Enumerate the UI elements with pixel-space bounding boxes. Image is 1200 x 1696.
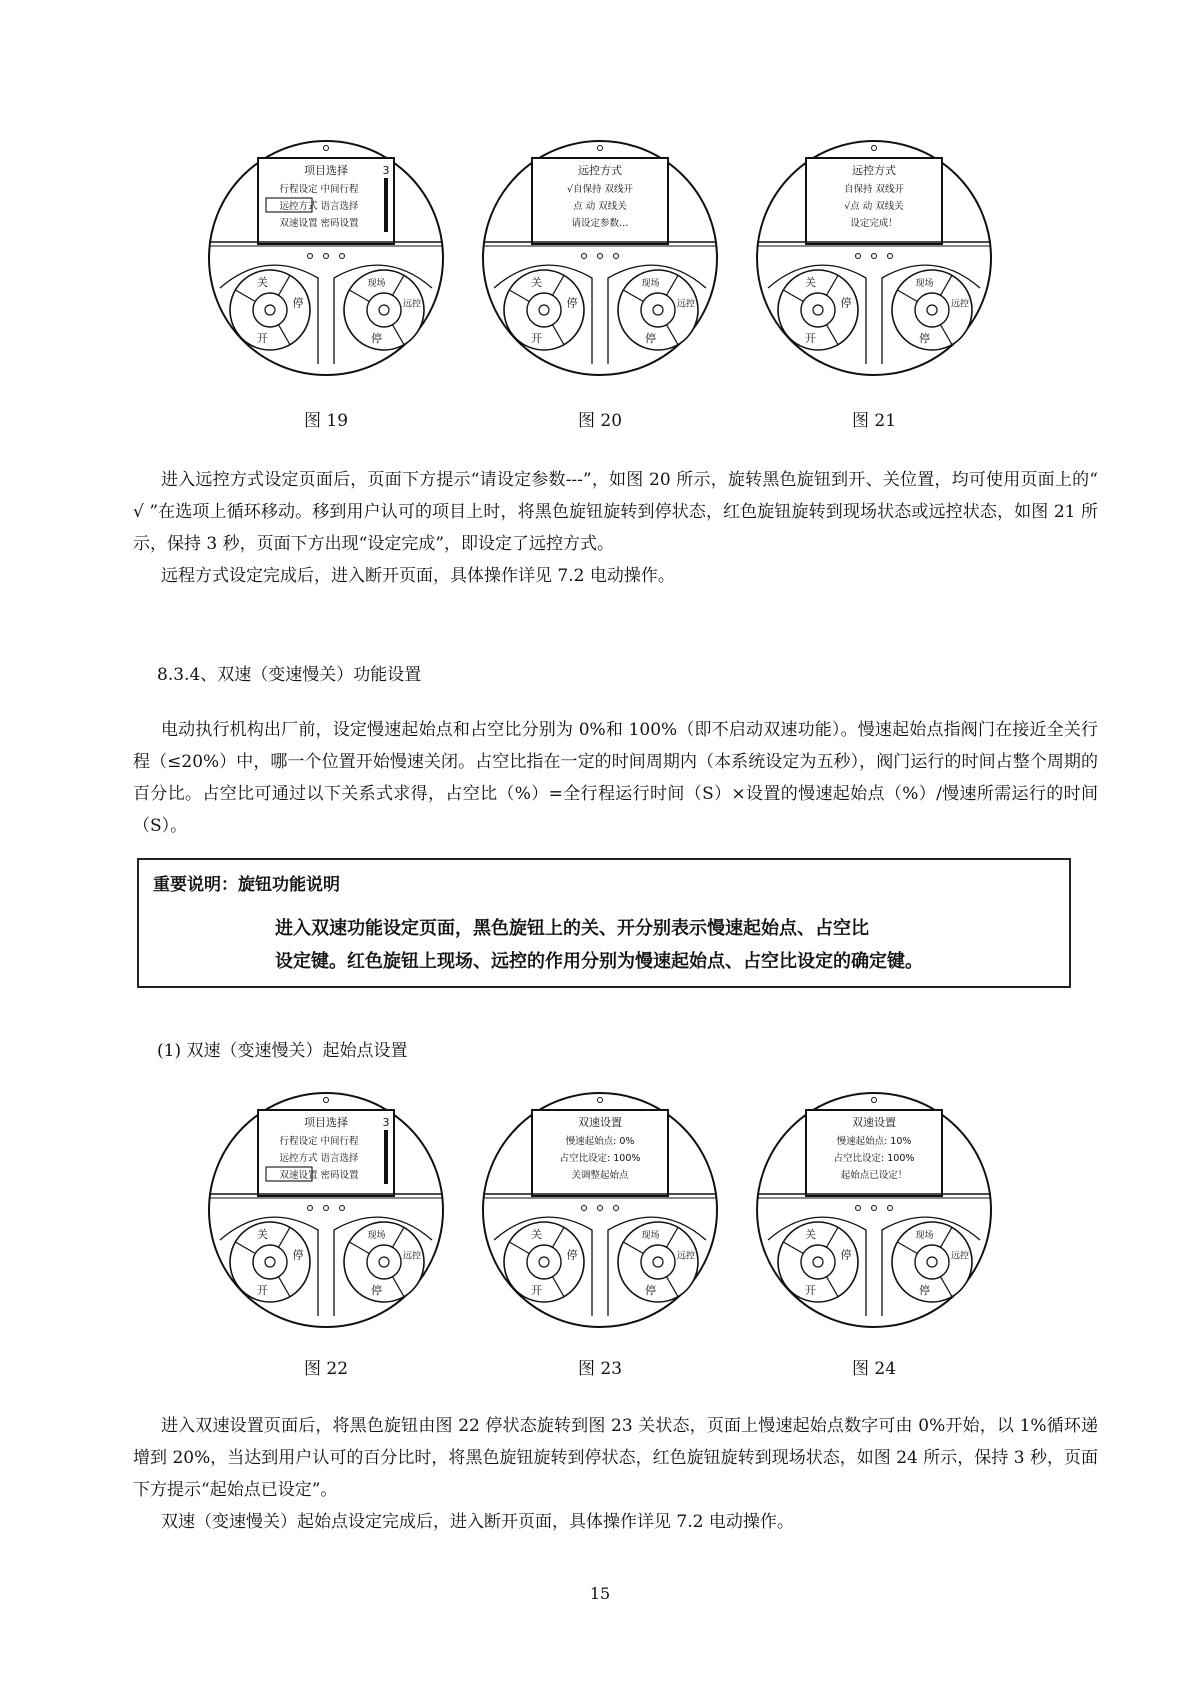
figure-20 xyxy=(480,138,720,378)
lcd-line: 慢速起始点: 10% xyxy=(836,1136,912,1147)
black-knob-label: 开 xyxy=(530,1284,542,1298)
paragraph-start-point-2: 双速（变速慢关）起始点设定完成后，进入断开页面，具体操作详见 7.2 电动操作。 xyxy=(161,1512,794,1532)
figure-22 xyxy=(206,1090,446,1330)
indicator-lamp xyxy=(582,254,587,259)
caption-figure-21: 图 21 xyxy=(851,411,897,431)
red-knob xyxy=(344,1222,424,1302)
red-knob-label: 停 xyxy=(370,1284,382,1298)
red-knob xyxy=(892,1222,972,1302)
indicator-lamp xyxy=(308,254,313,259)
indicator-lamp xyxy=(582,1206,587,1211)
black-knob xyxy=(230,270,310,350)
indicator-lamp xyxy=(340,1206,345,1211)
paragraph-start-point xyxy=(133,1410,1098,1538)
black-knob-label: 停 xyxy=(566,1248,578,1262)
red-knob-label: 现场 xyxy=(641,1230,660,1241)
black-knob xyxy=(778,1222,858,1302)
paragraph-remote-mode xyxy=(133,464,1098,592)
black-knob-label: 停 xyxy=(292,296,304,310)
lcd-line: √自保持 双线开 xyxy=(566,184,634,195)
red-knob-label: 停 xyxy=(918,332,930,346)
figure-23 xyxy=(480,1090,720,1330)
paragraph-remote-mode-1: 进入远控方式设定页面后，页面下方提示“请设定参数---”，如图 20 所示，旋转黑色旋钮到开、关位置，均可使用页面上的“ √ ”在选项上循环移动。移到用户认可的项目上时，将黑色旋钮旋转到停状态，红色旋钮旋转到现场状态或远控状态，如图 21 所示，保持 3 秒，页面下方出现“设定完成”，即设定了远控方式。 xyxy=(133,470,1098,554)
lcd-line: 关调整起始点 xyxy=(571,1170,629,1181)
page-number: 15 xyxy=(589,1584,611,1603)
indicator-lamp xyxy=(888,1206,893,1211)
red-knob-label: 现场 xyxy=(367,1230,386,1241)
indicator-lamp xyxy=(340,254,345,259)
lcd-title: 远控方式 xyxy=(852,164,896,177)
red-knob xyxy=(618,270,698,350)
indicator-lamp xyxy=(856,254,861,259)
lcd-line: 远控方式 语言选择 xyxy=(279,1153,359,1164)
lcd-line: 双速设置 密码设置 xyxy=(279,218,359,229)
red-knob-label: 停 xyxy=(644,1284,656,1298)
lcd-line: 行程设定 中间行程 xyxy=(279,1136,359,1147)
section-heading-8-3-4: 8.3.4、双速（变速慢关）功能设置 xyxy=(157,665,422,685)
black-knob-label: 关 xyxy=(256,1227,268,1241)
figure-21 xyxy=(754,138,994,378)
lcd-line: 占空比设定: 100% xyxy=(559,1153,641,1164)
figure-24 xyxy=(754,1090,994,1330)
black-knob-label: 开 xyxy=(804,332,816,346)
caption-figure-22: 图 22 xyxy=(303,1359,349,1379)
black-knob-label: 停 xyxy=(292,1248,304,1262)
red-knob xyxy=(344,270,424,350)
black-knob-label: 开 xyxy=(256,1284,268,1298)
black-knob xyxy=(504,270,584,350)
notice-line-1: 进入双速功能设定页面，黑色旋钮上的关、开分别表示慢速起始点、占空比 xyxy=(275,918,869,939)
black-knob-label: 停 xyxy=(840,1248,852,1262)
paragraph-dual-speed-text: 电动执行机构出厂前，设定慢速起始点和占空比分别为 0%和 100%（即不启动双速功能）。慢速起始点指阀门在接近全关行程（≤20%）中，哪一个位置开始慢速关闭。占空比指在一定的时间周期内（本系统设定为五秒），阀门运行的时间占整个周期的百分比。占空比可通过以下关系式求得，占空比（%）=全行程运行时间（S）×设置的慢速起始点（%）/慢速所需运行的时间（S）。 xyxy=(133,720,1098,836)
black-knob-label: 关 xyxy=(530,275,542,289)
lcd-line: 自保持 双线开 xyxy=(843,184,905,195)
lcd-line: 行程设定 中间行程 xyxy=(279,184,359,195)
red-knob-label: 停 xyxy=(918,1284,930,1298)
indicator-lamp xyxy=(598,1206,603,1211)
indicator-lamp xyxy=(888,254,893,259)
indicator-lamp xyxy=(614,1206,619,1211)
red-knob xyxy=(618,1222,698,1302)
black-knob xyxy=(778,270,858,350)
lcd-line: 慢速起始点: 0% xyxy=(565,1136,635,1147)
red-knob-label: 现场 xyxy=(915,1230,934,1241)
lcd-line: √点 动 双线关 xyxy=(844,201,904,212)
red-knob-label: 远控 xyxy=(951,299,970,310)
black-knob-label: 开 xyxy=(804,1284,816,1298)
lcd-line: 双速设置 密码设置 xyxy=(279,1170,359,1181)
black-knob-label: 关 xyxy=(804,275,816,289)
red-knob-label: 停 xyxy=(644,332,656,346)
red-knob-label: 远控 xyxy=(403,1251,422,1262)
lcd-page-number: 3 xyxy=(382,164,390,177)
lcd-title: 项目选择 xyxy=(304,1116,348,1129)
lcd-line: 点 动 双线关 xyxy=(573,201,627,212)
red-knob-label: 远控 xyxy=(677,299,696,310)
lcd-page-number: 3 xyxy=(382,1116,390,1129)
subsection-heading-1: (1) 双速（变速慢关）起始点设置 xyxy=(157,1041,408,1061)
lcd-title: 双速设置 xyxy=(578,1116,622,1129)
lcd-line: 设定完成！ xyxy=(850,218,898,229)
caption-figure-19: 图 19 xyxy=(303,411,349,431)
black-knob-label: 停 xyxy=(840,296,852,310)
black-knob-label: 开 xyxy=(256,332,268,346)
caption-figure-20: 图 20 xyxy=(577,411,623,431)
black-knob-label: 开 xyxy=(530,332,542,346)
red-knob-label: 现场 xyxy=(915,278,934,289)
lcd-line: 占空比设定: 100% xyxy=(833,1153,915,1164)
indicator-lamp xyxy=(308,1206,313,1211)
paragraph-remote-mode-2: 远程方式设定完成后，进入断开页面，具体操作详见 7.2 电动操作。 xyxy=(161,566,675,586)
indicator-lamp xyxy=(324,254,329,259)
figure-19 xyxy=(206,138,446,378)
lcd-title: 远控方式 xyxy=(578,164,622,177)
indicator-lamp xyxy=(872,254,877,259)
notice-title: 重要说明：旋钮功能说明 xyxy=(153,875,340,895)
indicator-lamp xyxy=(614,254,619,259)
lcd-title: 项目选择 xyxy=(304,164,348,177)
red-knob-label: 远控 xyxy=(677,1251,696,1262)
notice-body xyxy=(275,912,923,978)
lcd-line: 请设定参数… xyxy=(571,218,629,229)
caption-figure-24: 图 24 xyxy=(851,1359,897,1379)
red-knob-label: 现场 xyxy=(641,278,660,289)
paragraph-start-point-1: 进入双速设置页面后，将黑色旋钮由图 22 停状态旋转到图 23 关状态，页面上慢速起始点数字可由 0%开始，以 1%循环递增到 20%，当达到用户认可的百分比时，将黑色旋钮旋转到停状态，红色旋钮旋转到现场状态，如图 24 所示，保持 3 秒，页面下方提示“起始点已设定”。 xyxy=(133,1416,1098,1500)
red-knob-label: 停 xyxy=(370,332,382,346)
black-knob xyxy=(504,1222,584,1302)
lcd-line: 远控方式 语言选择 xyxy=(279,201,359,212)
important-notice-box xyxy=(137,858,1071,988)
caption-figure-23: 图 23 xyxy=(577,1359,623,1379)
black-knob-label: 停 xyxy=(566,296,578,310)
black-knob-label: 关 xyxy=(256,275,268,289)
red-knob xyxy=(892,270,972,350)
indicator-lamp xyxy=(856,1206,861,1211)
indicator-lamp xyxy=(872,1206,877,1211)
black-knob xyxy=(230,1222,310,1302)
notice-line-2: 设定键。红色旋钮上现场、远控的作用分别为慢速起始点、占空比设定的确定键。 xyxy=(275,951,923,972)
lcd-line: 起始点已设定！ xyxy=(840,1170,908,1181)
lcd-title: 双速设置 xyxy=(852,1116,896,1129)
red-knob-label: 远控 xyxy=(951,1251,970,1262)
lcd-scrollbar xyxy=(384,1130,388,1184)
lcd-scrollbar xyxy=(384,178,388,232)
red-knob-label: 远控 xyxy=(403,299,422,310)
indicator-lamp xyxy=(598,254,603,259)
paragraph-dual-speed xyxy=(133,714,1098,842)
red-knob-label: 现场 xyxy=(367,278,386,289)
black-knob-label: 关 xyxy=(530,1227,542,1241)
black-knob-label: 关 xyxy=(804,1227,816,1241)
indicator-lamp xyxy=(324,1206,329,1211)
